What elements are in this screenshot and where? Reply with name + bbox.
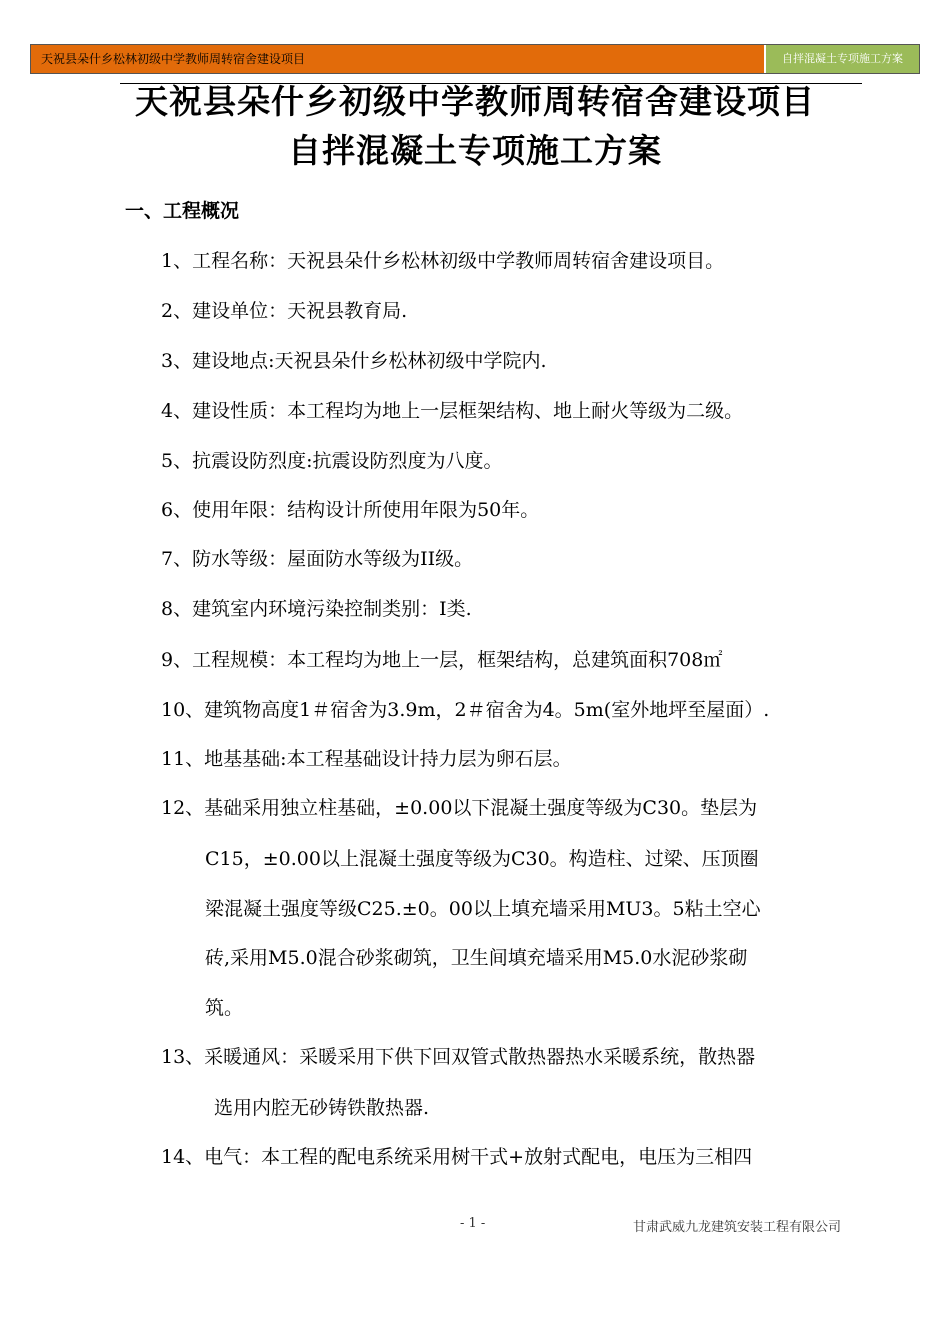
body-line: 5、抗震设防烈度:抗震设防烈度为八度。 [161,450,503,472]
footer-company: 甘肃武威九龙建筑安装工程有限公司 [633,1220,842,1235]
body-line: 6、使用年限：结构设计所使用年限为50年。 [161,499,540,521]
body-line: 9、工程规模：本工程均为地上一层，框架结构，总建筑面积708㎡ [161,649,723,671]
body-line: 3、建设地点:天祝县朵什乡松林初级中学院内. [161,350,547,372]
body-line: 选用内腔无砂铸铁散热器. [214,1097,430,1119]
body-line: 梁混凝土强度等级C25.±0。00以上填充墙采用MU3。5粘土空心 [205,898,761,920]
page-number: - 1 - [460,1216,486,1231]
body-line: 4、建设性质：本工程均为地上一层框架结构、地上耐火等级为二级。 [161,400,744,422]
body-line: 1、工程名称：天祝县朵什乡松林初级中学教师周转宿舍建设项目。 [161,250,725,272]
body-line: 12、基础采用独立柱基础，±0.00以下混凝土强度等级为C30。垫层为 [161,797,758,819]
body-line: 11、地基基础:本工程基础设计持力层为卵石层。 [161,748,572,770]
header-document-type: 自拌混凝土专项施工方案 [764,45,919,73]
page-header [30,44,920,74]
body-line: 14、电气：本工程的配电系统采用树干式+放射式配电，电压为三相四 [161,1146,753,1168]
section-heading: 一、工程概况 [125,200,240,222]
document-title-line2: 自拌混凝土专项施工方案 [288,131,662,170]
body-line: 2、建设单位：天祝县教育局. [161,300,408,322]
body-line: C15，±0.00以上混凝土强度等级为C30。构造柱、过梁、压顶圈 [205,848,759,870]
body-line: 8、建筑室内环境污染控制类别：Ⅰ类. [161,598,472,620]
body-line: 13、采暖通风：采暖采用下供下回双管式散热器热水采暖系统，散热器 [161,1046,756,1068]
document-title-line1: 天祝县朵什乡初级中学教师周转宿舍建设项目 [135,82,815,121]
body-line: 筑。 [205,997,244,1019]
header-project-name: 天祝县朵什乡松林初级中学教师周转宿舍建设项目 [31,45,764,73]
body-line: 砖,采用M5.0混合砂浆砌筑，卫生间填充墙采用M5.0水泥砂浆砌 [205,947,748,969]
body-line: 7、防水等级：屋面防水等级为II级。 [161,548,474,570]
body-line: 10、建筑物高度1＃宿舍为3.9m，2＃宿舍为4。5m(室外地坪至屋面）. [161,699,770,721]
